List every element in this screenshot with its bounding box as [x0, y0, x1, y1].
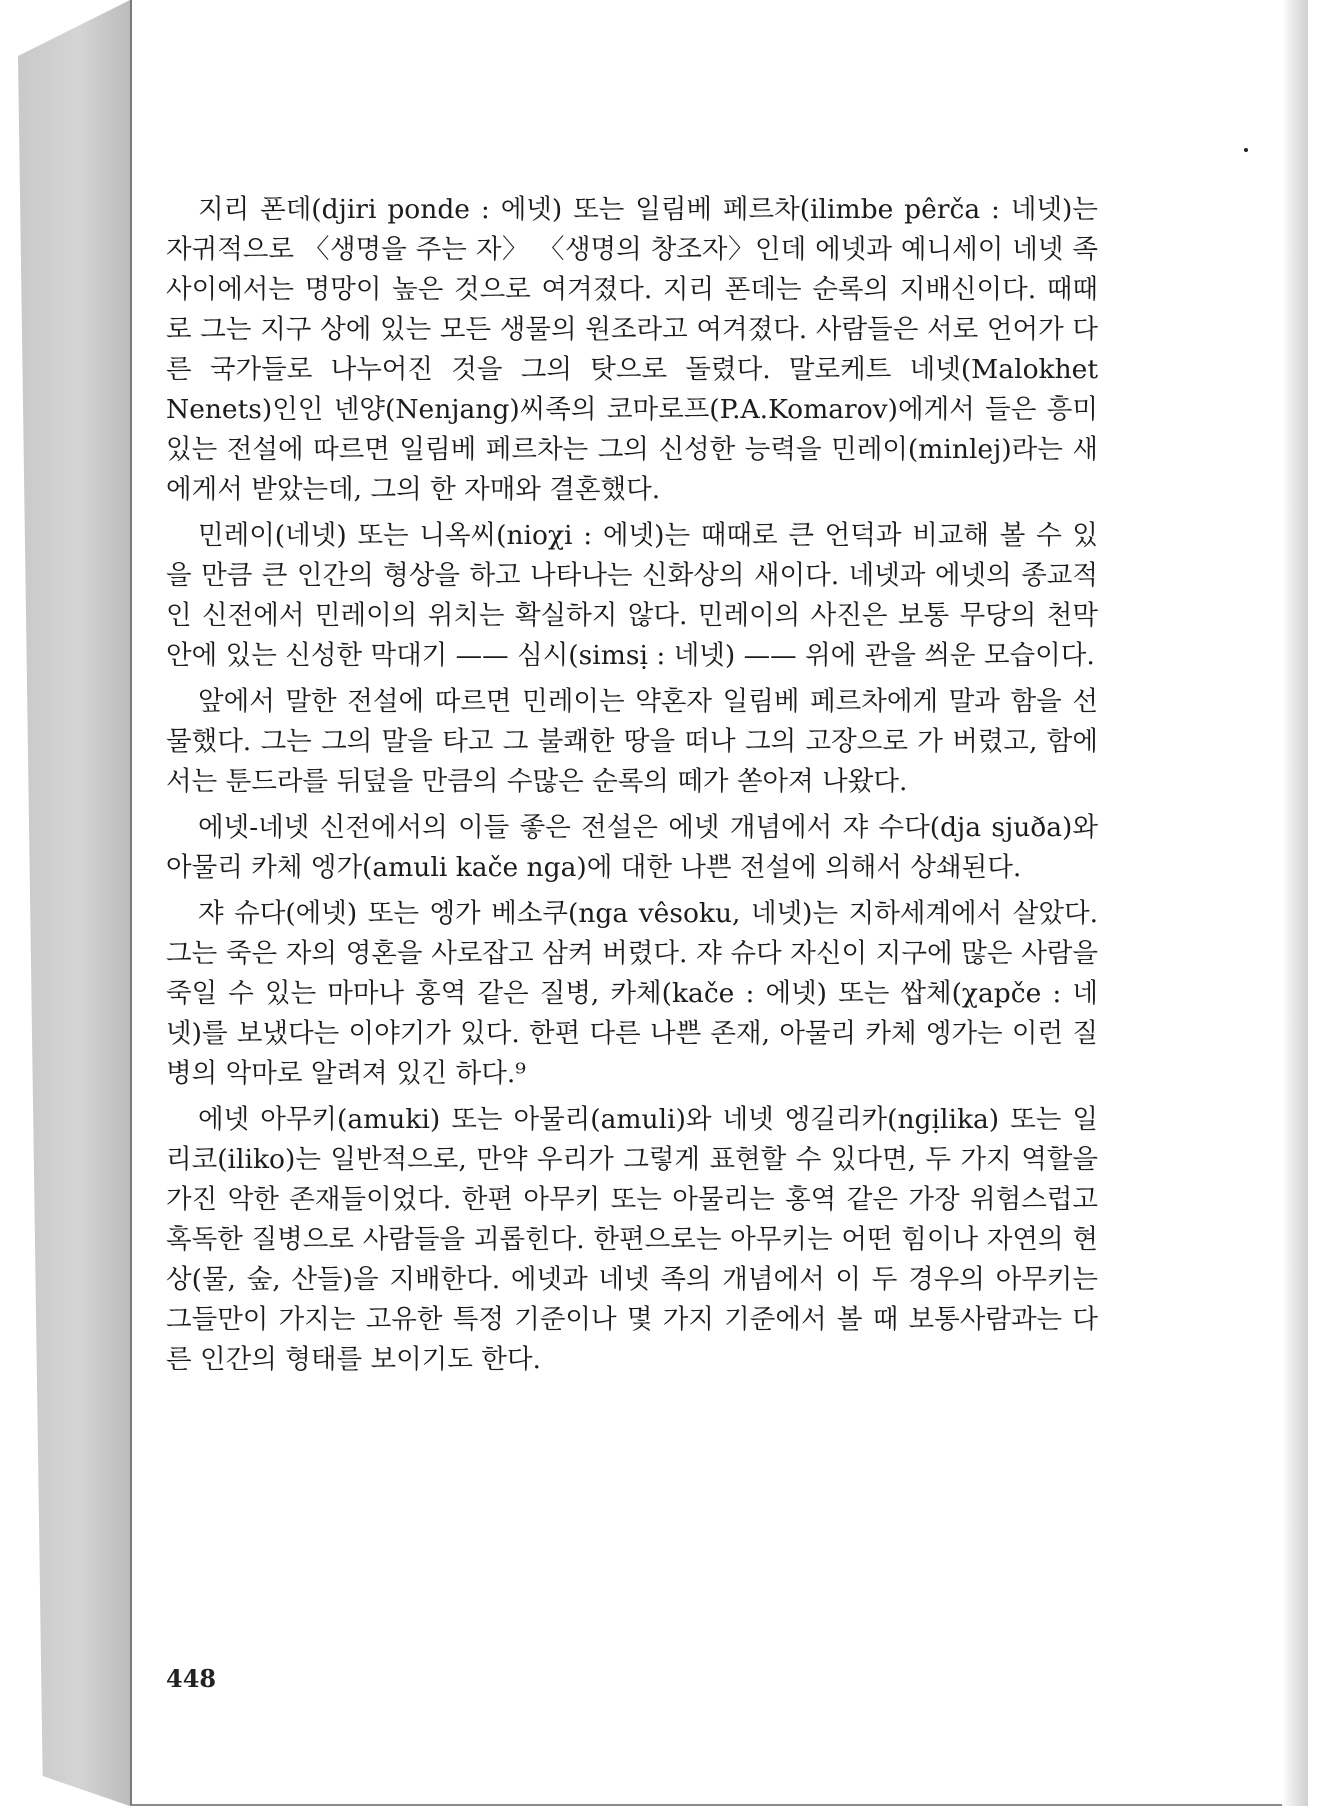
speck-mark	[1244, 148, 1248, 152]
page-number: 448	[166, 1664, 217, 1693]
paragraph: 에넷 아무키(amuki) 또는 아물리(amuli)와 네넷 엥길리카(ngịlika) 또는 일리코(iliko)는 일반적으로, 만약 우리가 그렇게 표현할 수 있다면, 두 가지 역할을 가진 악한 존재들이었다. 한편 아무키 또는 아물리는 홍역 같은 가장 위험스럽고 혹독한 질병으로 사람들을 괴롭힌다. 한편으로는 아무키는 어떤 힘이나 자연의 현상(물, 숲, 산들)을 지배한다. 에넷과 네넷 족의 개념에서 이 두 경우의 아무키는 그들만이 가지는 고유한 특정 기준이나 몇 가지 기준에서 볼 때 보통사람과는 다른 인간의 형태를 보이기도 한다.	[166, 1104, 1098, 1375]
paragraph: 에넷-네넷 신전에서의 이들 좋은 전설은 에넷 개념에서 쟈 수다(dja sjuða)와 아물리 카체 엥가(amuli kače nga)에 대한 나쁜 전설에 의해서 상쇄된다.	[166, 812, 1098, 883]
book-spine	[18, 0, 130, 1806]
paragraph: 쟈 슈다(에넷) 또는 엥가 베소쿠(nga vêsoku, 네넷)는 지하세계에서 살았다. 그는 죽은 자의 영혼을 사로잡고 삼켜 버렸다. 쟈 슈다 자신이 지구에 많은 사람을 죽일 수 있는 마마나 홍역 같은 질병, 카체(kače : 에넷) 또는 쌉체(χapče : 네넷)를 보냈다는 이야기가 있다. 한편 다른 나쁜 존재, 아물리 카체 엥가는 이런 질병의 악마로 알려져 있긴 하다.⁹	[166, 898, 1098, 1089]
paragraph: 민레이(네넷) 또는 니옥씨(nioχi : 에넷)는 때때로 큰 언덕과 비교해 볼 수 있을 만큼 큰 인간의 형상을 하고 나타나는 신화상의 새이다. 네넷과 에넷의 종교적인 신전에서 민레이의 위치는 확실하지 않다. 민레이의 사진은 보통 무당의 천막 안에 있는 신성한 막대기 —— 심시(simsị : 네넷) —— 위에 관을 씌운 모습이다.	[166, 520, 1098, 671]
page-edge-shadow	[1282, 0, 1308, 1806]
paragraph: 지리 폰데(djiri ponde : 에넷) 또는 일림베 페르차(ilimbe pêrča : 네넷)는 자귀적으로 〈생명을 주는 자〉 〈생명의 창조자〉인데 에넷과 예니세이 네넷 족 사이에서는 명망이 높은 것으로 여겨졌다. 지리 폰데는 순록의 지배신이다. 때때로 그는 지구 상에 있는 모든 생물의 원조라고 여겨졌다. 사람들은 서로 언어가 다른 국가들로 나누어진 것을 그의 탓으로 돌렸다. 말로케트 네넷(Malokhet Nenets)인인 넨양(Nenjang)씨족의 코마로프(P.A.Komarov)에게서 들은 흥미있는 전설에 따르면 일림베 페르차는 그의 신성한 능력을 민레이(minlej)라는 새에게서 받았는데, 그의 한 자매와 결혼했다.	[166, 194, 1098, 505]
body-text	[166, 190, 1098, 1386]
paragraph: 앞에서 말한 전설에 따르면 민레이는 약혼자 일림베 페르차에게 말과 함을 선물했다. 그는 그의 말을 타고 그 불쾌한 땅을 떠나 그의 고장으로 가 버렸고, 함에서는 툰드라를 뒤덮을 만큼의 수많은 순록의 떼가 쏟아져 나왔다.	[166, 686, 1098, 797]
